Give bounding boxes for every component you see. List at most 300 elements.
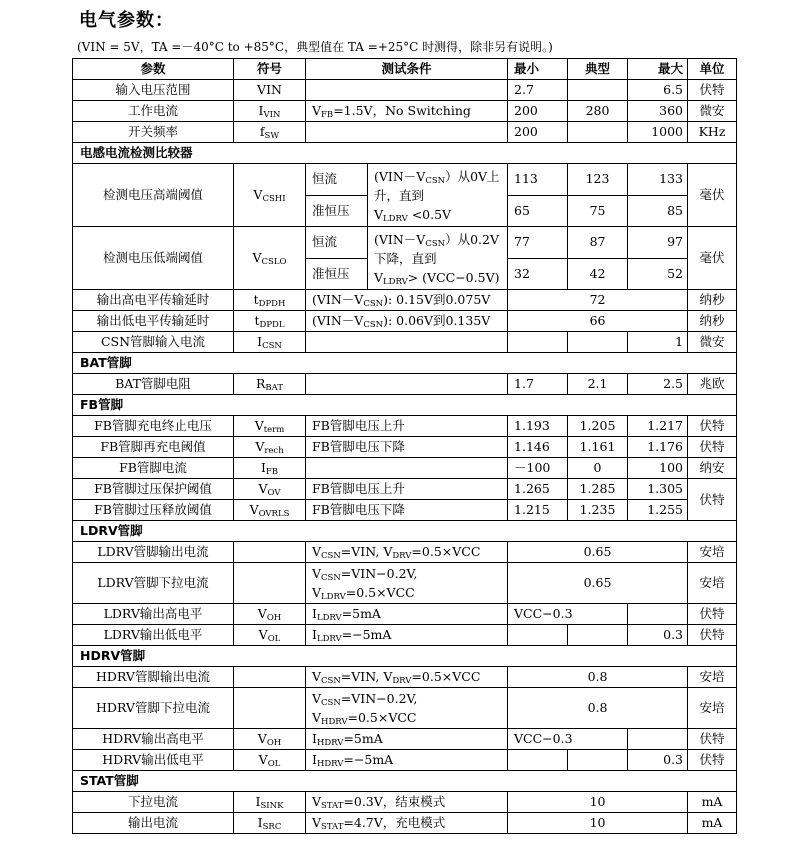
table-row [73,437,737,458]
test-cell [368,164,508,227]
min-cell: 1.193 [508,416,568,437]
symbol-cell: VIN [234,80,306,101]
typ-cell [568,750,628,771]
table-row [73,688,737,729]
test-cell [368,227,508,290]
unit-cell: 纳秒 [688,311,737,332]
typ-cell [568,122,628,143]
symbol-base: f [259,124,265,139]
symbol-sub: OV [267,488,281,498]
symbol-sub: BAT [265,383,283,393]
symbol-cell [234,667,306,688]
table-row [73,101,737,122]
table-row [73,729,737,750]
symbol-cell [234,290,306,311]
header-typ: 典型 [568,59,628,80]
table-row [73,458,737,479]
test-text: =0.5×VCC [411,669,481,684]
min-cell: 113 [508,164,568,196]
test-cell: FB管脚电压上升 [306,479,508,500]
unit-cell: mA [688,813,737,834]
section-row [73,646,737,667]
max-cell: 1.255 [628,500,688,521]
test-cell [306,625,508,646]
test-cell [306,688,508,729]
symbol-base: I [257,815,263,830]
max-cell: 2.5 [628,374,688,395]
unit-cell: 伏特 [688,80,737,101]
param-cell: FB管脚再充电阈值 [73,437,234,458]
test-cell [306,458,508,479]
typ-cell: 72 [508,290,688,311]
table-row [73,332,737,353]
symbol-base: V [254,418,264,433]
unit-cell: 伏特 [688,479,737,521]
table-row [73,374,737,395]
max-cell: 1.176 [628,437,688,458]
table-row [73,290,737,311]
max-cell: 97 [628,227,688,259]
test-text: <0.5V [407,206,452,222]
test-sub: CSN [321,573,341,583]
typ-cell: 2.1 [568,374,628,395]
mode-cell: 准恒压 [306,258,368,290]
param-cell: 检测电压低端阈值 [73,227,234,290]
symbol-sub: OL [267,634,281,644]
min-cell: VCC−0.3 [508,729,628,750]
symbol-base: V [253,187,263,202]
typ-cell: 0.8 [508,667,688,688]
test-text: =VIN−0.2V, [340,566,418,581]
test-text: I [312,752,317,767]
test-cell [306,290,508,311]
param-cell: FB管脚过压保护阈值 [73,479,234,500]
section-heading: BAT管脚 [73,353,737,374]
header-max: 最大 [628,59,688,80]
test-cell: FB管脚电压下降 [306,500,508,521]
test-sub: STAT [321,822,344,832]
typ-cell: 0.8 [508,688,688,729]
table-row [73,542,737,563]
test-text: V [374,206,384,222]
unit-cell: 安培 [688,688,737,729]
min-cell: 1.146 [508,437,568,458]
symbol-base: V [258,752,268,767]
test-cell [306,80,508,101]
unit-cell: 伏特 [688,625,737,646]
unit-cell: 伏特 [688,729,737,750]
symbol-sub: OVRLS [258,509,290,519]
test-cell [306,101,508,122]
test-text: =0.5×VCC [347,710,417,725]
section-row [73,143,737,164]
symbol-sub: OH [266,738,282,748]
section-row [73,353,737,374]
min-cell [508,625,568,646]
test-cell [306,667,508,688]
unit-cell: 纳秒 [688,290,737,311]
test-sub: HDRV [316,759,344,769]
test-text: =−5mA [343,752,394,767]
header-min: 最小 [508,59,568,80]
typ-cell: 87 [568,227,628,259]
table-row [73,80,737,101]
test-sub: LDRV [316,613,342,623]
test-sub: LDRV [321,592,346,602]
param-cell: LDRV管脚输出电流 [73,542,234,563]
symbol-sub: DPDL [259,320,285,330]
param-cell: LDRV输出低电平 [73,625,234,646]
test-sub: LDRV [316,634,342,644]
section-row [73,521,737,542]
test-cell [306,729,508,750]
symbol-sub: SW [264,131,280,141]
typ-cell: 1.161 [568,437,628,458]
test-text: =0.5×VCC [411,544,481,559]
typ-cell: 0.65 [508,542,688,563]
param-cell: HDRV管脚下拉电流 [73,688,234,729]
unit-cell: mA [688,792,737,813]
test-text: (VIN－V [374,231,426,247]
typ-cell: 66 [508,311,688,332]
typ-cell [568,625,628,646]
test-sub: LDRV [383,276,408,287]
symbol-cell [234,227,306,290]
test-sub: HDRV [321,717,348,727]
symbol-sub: rech [264,446,284,456]
typ-cell: 280 [568,101,628,122]
param-cell: 工作电流 [73,101,234,122]
symbol-sub: DPDH [258,299,286,309]
max-cell: 1.305 [628,479,688,500]
param-cell: FB管脚充电终止电压 [73,416,234,437]
symbol-sub: SRC [262,822,282,832]
test-text: =0.5×VCC [345,585,415,600]
symbol-cell [234,416,306,437]
test-cell [306,604,508,625]
min-cell: 1.215 [508,500,568,521]
param-cell: 输出高电平传输延时 [73,290,234,311]
param-cell: LDRV管脚下拉电流 [73,563,234,604]
symbol-sub: FB [265,467,279,477]
test-text: I [312,606,317,621]
symbol-base: I [260,460,266,475]
test-cell [306,813,508,834]
test-sub: FB [321,110,334,120]
symbol-cell [234,792,306,813]
unit-cell: KHz [688,122,737,143]
table-row [73,500,737,521]
test-sub: CSN [321,698,341,708]
table-row [73,122,737,143]
table-row [73,667,737,688]
unit-cell: 毫伏 [688,164,737,227]
symbol-sub: VIN [263,110,281,120]
test-text: V [312,566,322,581]
min-cell: 200 [508,122,568,143]
unit-cell: 微安 [688,101,737,122]
test-cell [306,563,508,604]
test-text: (VIN－V [374,168,426,184]
symbol-cell [234,479,306,500]
test-cell [306,542,508,563]
table-row [73,750,737,771]
symbol-cell [234,101,306,122]
typ-cell: 10 [508,792,688,813]
test-sub: DRV [392,551,412,561]
test-text: =0.3V，结束模式 [343,794,446,809]
max-cell: 360 [628,101,688,122]
symbol-base: V [255,439,265,454]
test-cell [306,311,508,332]
test-text: (VIN－V [312,313,364,328]
param-cell: FB管脚过压释放阈值 [73,500,234,521]
max-cell: 133 [628,164,688,196]
symbol-base: V [252,250,262,265]
max-cell [628,729,688,750]
unit-cell: 安培 [688,542,737,563]
test-cell: FB管脚电压下降 [306,437,508,458]
section-heading: LDRV管脚 [73,521,737,542]
test-text: V [312,669,322,684]
symbol-cell [234,542,306,563]
table-row [73,813,737,834]
param-cell: HDRV输出高电平 [73,729,234,750]
test-text: V [312,691,322,706]
section-heading: STAT管脚 [73,771,737,792]
param-cell: LDRV输出高电平 [73,604,234,625]
symbol-base: I [255,794,261,809]
test-sub: CSN [321,676,341,686]
test-sub: CSN [425,175,446,186]
unit-cell: 伏特 [688,750,737,771]
mode-cell: 恒流 [306,227,368,259]
unit-cell: 兆欧 [688,374,737,395]
min-cell: VCC−0.3 [508,604,628,625]
test-text: V [312,794,322,809]
min-cell: 1.7 [508,374,568,395]
symbol-base: R [255,376,266,391]
unit-cell: 纳安 [688,458,737,479]
test-sub: CSN [363,299,384,309]
symbol-base: V [257,731,267,746]
param-cell: BAT管脚电阻 [73,374,234,395]
unit-cell: 伏特 [688,437,737,458]
symbol-cell [234,458,306,479]
symbol-sub: CSHI [262,194,286,204]
symbol-cell [234,625,306,646]
min-cell: －100 [508,458,568,479]
test-text: V [312,544,322,559]
test-text: V [312,815,322,830]
symbol-cell [234,604,306,625]
test-sub: CSN [321,551,341,561]
max-cell: 1 [628,332,688,353]
typ-cell [568,80,628,101]
param-cell: 输出低电平传输延时 [73,311,234,332]
symbol-cell [234,332,306,353]
min-cell: 65 [508,195,568,227]
table-row [73,311,737,332]
table-row [73,227,737,259]
typ-cell [568,332,628,353]
table-row [73,563,737,604]
section-title: 电气参数： [79,10,174,31]
test-sub: CSN [425,238,446,249]
symbol-cell [234,563,306,604]
min-cell [508,332,568,353]
unit-cell: 微安 [688,332,737,353]
test-cell: FB管脚电压上升 [306,416,508,437]
typ-cell: 1.205 [568,416,628,437]
symbol-cell [234,750,306,771]
section-row [73,771,737,792]
param-cell: 输出电流 [73,813,234,834]
min-cell: 200 [508,101,568,122]
test-text: I [312,627,317,642]
table-row [73,792,737,813]
test-cell [306,750,508,771]
test-sub: STAT [321,801,344,811]
symbol-sub: term [263,425,285,435]
mode-cell: 准恒压 [306,195,368,227]
section-heading: FB管脚 [73,395,737,416]
symbol-base: V [257,606,267,621]
symbol-base: V [258,627,268,642]
max-cell: 0.3 [628,750,688,771]
max-cell: 52 [628,258,688,290]
test-text: ）从0V上升，直到 [374,168,500,203]
test-text: =5mA [343,731,383,746]
symbol-base: t [254,313,260,328]
unit-cell: 伏特 [688,416,737,437]
test-text: =1.5V，No Switching [333,103,471,118]
test-text: ): 0.06V到0.135V [383,313,491,328]
table-row [73,604,737,625]
test-text: (VIN－V [312,292,364,307]
min-cell [508,750,568,771]
test-text: ）从0.2V下降，直到 [374,231,499,266]
symbol-cell [234,164,306,227]
table-row [73,416,737,437]
header-param: 参数 [73,59,234,80]
unit-cell: 安培 [688,563,737,604]
param-cell: FB管脚电流 [73,458,234,479]
unit-cell: 毫伏 [688,227,737,290]
symbol-base: t [253,292,259,307]
header-unit: 单位 [688,59,737,80]
electrical-parameters-table [72,58,737,834]
typ-cell: 1.235 [568,500,628,521]
max-cell: 100 [628,458,688,479]
test-text: V [312,710,322,725]
test-sub: HDRV [316,738,344,748]
test-cell [306,332,508,353]
symbol-cell [234,437,306,458]
max-cell: 85 [628,195,688,227]
param-cell: 检测电压高端阈值 [73,164,234,227]
symbol-base: V [258,481,268,496]
param-cell: HDRV管脚输出电流 [73,667,234,688]
param-cell: HDRV输出低电平 [73,750,234,771]
min-cell: 2.7 [508,80,568,101]
table-row [73,625,737,646]
section-heading: 电感电流检测比较器 [73,143,737,164]
symbol-base: V [249,502,259,517]
section-row [73,395,737,416]
symbol-sub: SINK [260,801,284,811]
max-cell: 6.5 [628,80,688,101]
test-text: V [374,269,384,285]
symbol-cell [234,122,306,143]
test-cell [306,792,508,813]
typ-cell: 0 [568,458,628,479]
test-sub: CSN [363,320,384,330]
unit-cell: 安培 [688,667,737,688]
typ-cell: 0.65 [508,563,688,604]
test-text: > (VCC−0.5V) [407,269,500,285]
test-text: =−5mA [341,627,392,642]
test-cell [306,374,508,395]
test-text: =5mA [341,606,381,621]
section-heading: HDRV管脚 [73,646,737,667]
test-text: =4.7V，充电模式 [343,815,446,830]
symbol-sub: CSLO [261,257,287,267]
max-cell: 0.3 [628,625,688,646]
min-cell: 77 [508,227,568,259]
symbol-sub: OH [266,613,282,623]
table-row [73,479,737,500]
test-sub: DRV [392,676,412,686]
test-text: V [312,585,322,600]
symbol-sub: CSN [262,341,282,351]
test-text: V [312,103,322,118]
test-conditions-note: (VIN = 5V，TA =－40°C to +85°C，典型值在 TA =+25°C 时测得，除非另有说明。) [77,40,553,54]
test-text: =VIN, V [340,669,393,684]
symbol-cell [234,374,306,395]
test-text: I [312,731,317,746]
min-cell: 32 [508,258,568,290]
symbol-cell [234,688,306,729]
mode-cell: 恒流 [306,164,368,196]
test-text: =VIN−0.2V, [340,691,418,706]
typ-cell: 123 [568,164,628,196]
table-row [73,164,737,196]
symbol-base: I [258,103,264,118]
param-cell: 开关频率 [73,122,234,143]
symbol-cell [234,813,306,834]
param-cell: CSN管脚输入电流 [73,332,234,353]
test-sub: LDRV [383,213,408,224]
test-cell [306,122,508,143]
symbol-cell [234,500,306,521]
min-cell: 1.265 [508,479,568,500]
symbol-base: I [257,334,263,349]
test-text: ): 0.15V到0.075V [383,292,491,307]
test-text: =VIN, V [340,544,393,559]
typ-cell: 10 [508,813,688,834]
symbol-sub: OL [267,759,281,769]
typ-cell: 75 [568,195,628,227]
header-symbol: 符号 [234,59,306,80]
unit-cell: 伏特 [688,604,737,625]
header-test: 测试条件 [306,59,508,80]
symbol-cell [234,729,306,750]
max-cell: 1.217 [628,416,688,437]
param-cell: 下拉电流 [73,792,234,813]
max-cell [628,604,688,625]
typ-cell: 42 [568,258,628,290]
